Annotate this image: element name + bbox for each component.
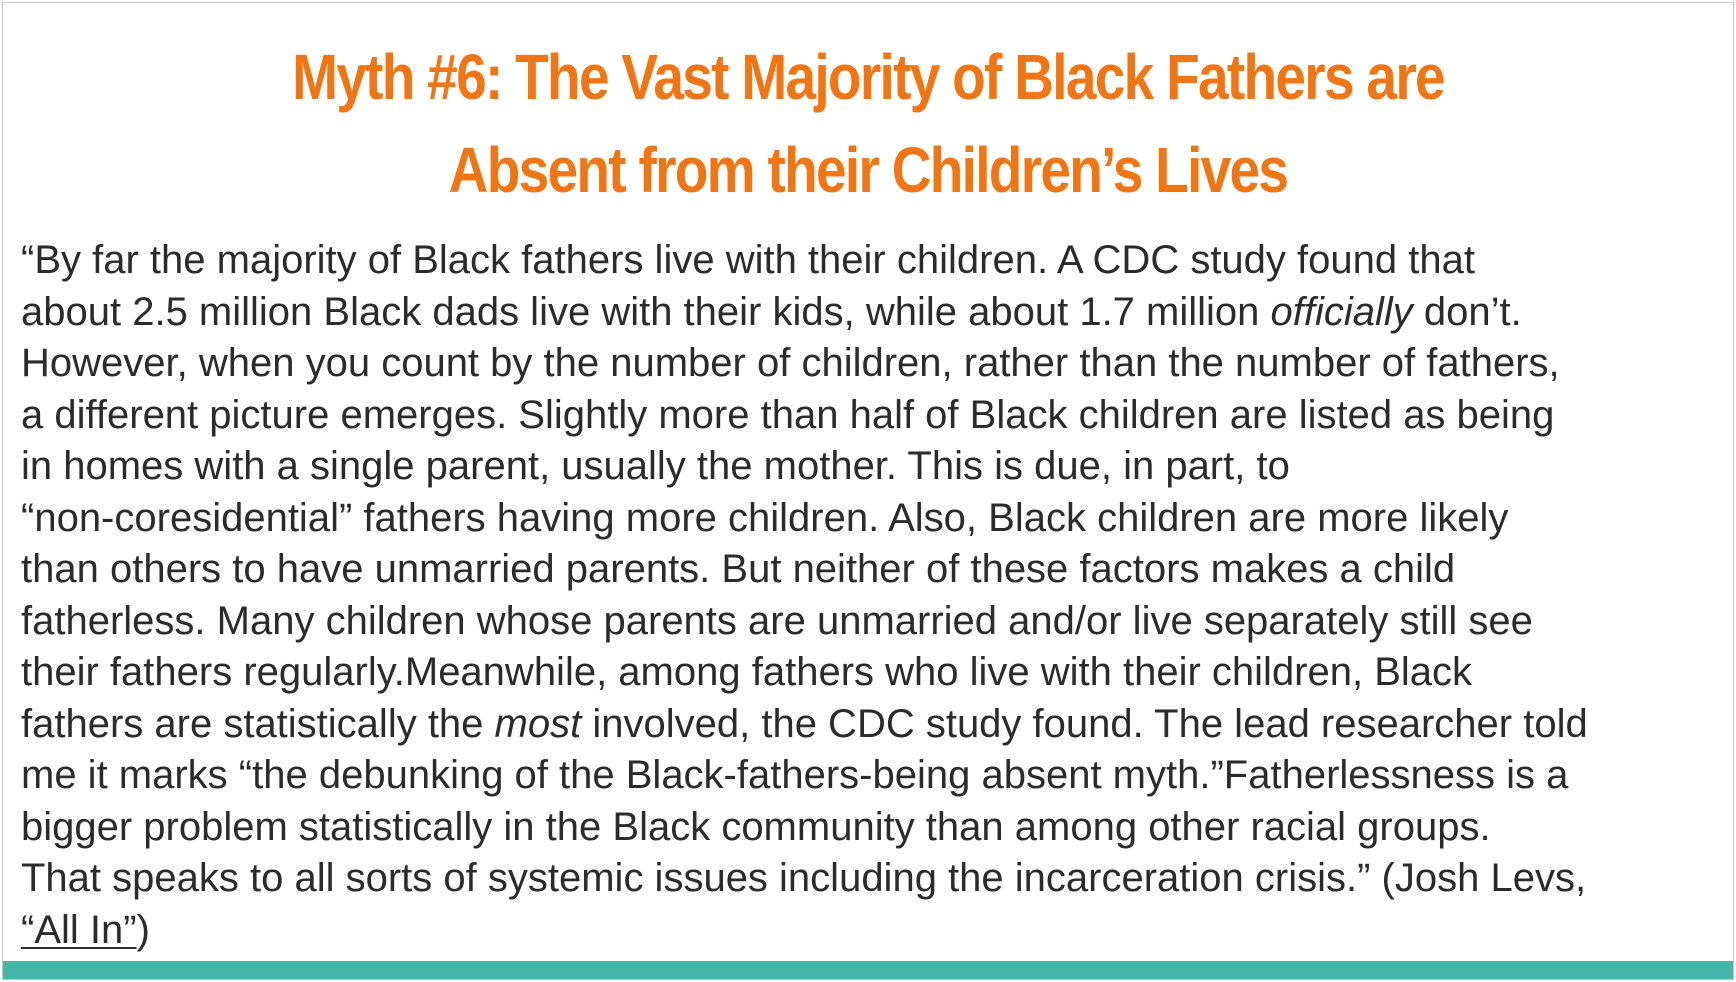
- body-line-1: “By far the majority of Black fathers live with their children. A CDC study found that: [21, 238, 1475, 282]
- title-line-2: Absent from their Children’s Lives: [448, 134, 1288, 206]
- body-line-10: [21, 699, 1733, 751]
- body-line-8: fatherless. Many children whose parents are unmarried and/or live separately still see: [21, 598, 1533, 643]
- body-line-12: bigger problem statistically in the Black community than among other racial groups.: [21, 804, 1491, 849]
- slide: [2, 2, 1734, 980]
- body-line-11: me it marks “the debunking of the Black-fathers-being absent myth.”Fatherlessness is a: [21, 753, 1569, 797]
- body-line-14-end: ): [136, 907, 150, 952]
- body-line-14: [21, 905, 1733, 957]
- emphasis-most: most: [494, 701, 582, 746]
- body-line-2-end: don’t.: [1412, 289, 1522, 334]
- body-line-7: than others to have unmarried parents. But neither of these factors makes a child: [21, 547, 1456, 591]
- body-line-10-start: fathers are statistically the: [21, 701, 495, 746]
- body-line-9: their fathers regularly.Meanwhile, among fathers who live with their children, Black: [21, 650, 1473, 694]
- body-line-13: That speaks to all sorts of systemic issues including the incarceration crisis.” (Josh Levs,: [21, 856, 1587, 900]
- emphasis-officially: officially: [1270, 289, 1413, 334]
- body-line-3: However, when you count by the number of children, rather than the number of fathers,: [21, 341, 1560, 385]
- quote-body: [21, 235, 1733, 956]
- body-line-2: [21, 287, 1733, 339]
- body-line-2-start: about 2.5 million Black dads live with their kids, while about 1.7 million: [21, 289, 1271, 334]
- source-link-all-in[interactable]: “All In”: [21, 907, 137, 952]
- body-line-4: a different picture emerges. Slightly more than half of Black children are listed as being: [21, 392, 1555, 437]
- title-line-1: Myth #6: The Vast Majority of Black Fathers are: [292, 41, 1444, 113]
- body-line-5: in homes with a single parent, usually the mother. This is due, in part, to: [21, 444, 1290, 488]
- footer-accent-bar: [3, 961, 1733, 979]
- body-line-10-end: involved, the CDC study found. The lead researcher told: [581, 701, 1588, 746]
- body-line-6: “non-coresidential” fathers having more children. Also, Black children are more likely: [21, 495, 1509, 540]
- slide-title: [124, 31, 1612, 217]
